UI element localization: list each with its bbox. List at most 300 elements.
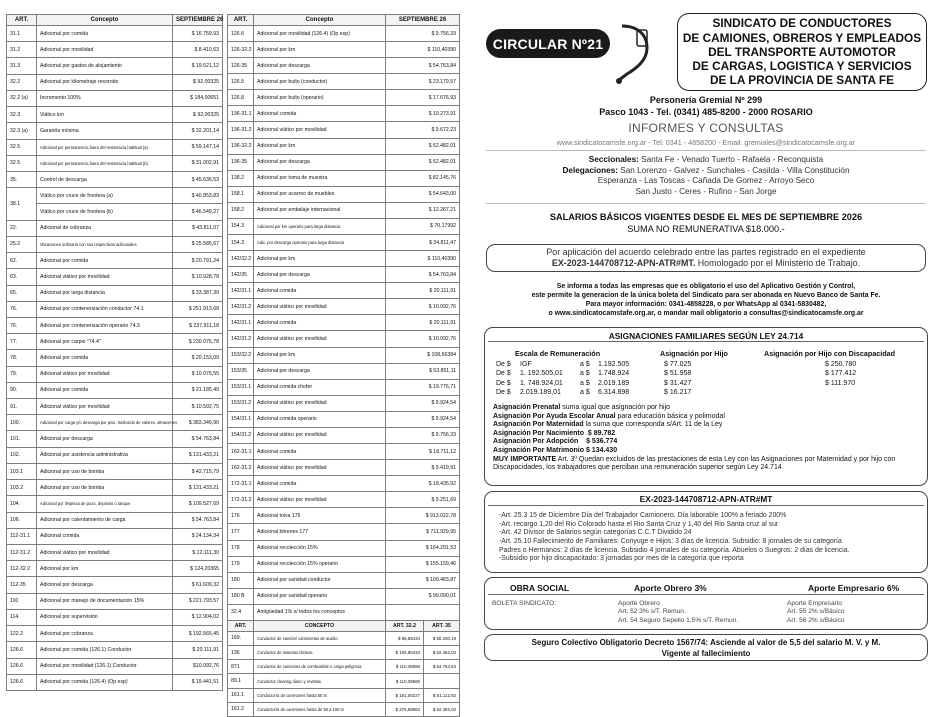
art-cell: 161.1 — [228, 688, 254, 702]
table-row — [228, 604, 460, 620]
art-cell: 112-31.2 — [7, 545, 37, 561]
art-cell: 32.5 — [7, 139, 37, 155]
art-cell: 100. — [7, 415, 37, 431]
value-cell: $ 42.715,79 — [173, 463, 223, 479]
concept-cell: Adicional viático por movilidad — [254, 122, 386, 138]
concept-cell: Adicional por supervisión — [37, 609, 173, 625]
art-cell: 112-35 — [7, 577, 37, 593]
col-header-art: ART. — [7, 15, 37, 26]
value-cell: $ 10.076,55 — [173, 366, 223, 382]
delegaciones-label: Delegaciones: — [562, 165, 618, 175]
value-cell: $ 110,40390 — [386, 251, 460, 267]
col-header-art: ART. — [228, 15, 254, 26]
value-cell: $ 50.200,19 — [424, 631, 460, 645]
art-cell: 126-35 — [228, 58, 254, 74]
art-cell: 102. — [7, 447, 37, 463]
concept-cell: Adicional por kilometraje recorrido — [37, 74, 173, 90]
table-row — [228, 154, 460, 170]
art-cell: 153/31.2 — [228, 395, 254, 411]
concept-cell: Adicional por descarga — [254, 363, 386, 379]
art-cell: 142/31.2 — [228, 299, 254, 315]
informes-heading: INFORMES Y CONSULTAS — [628, 121, 784, 135]
art-cell: 126.6 — [7, 642, 37, 658]
table-row — [228, 427, 460, 443]
table-row — [228, 460, 460, 476]
family-scale-cell: $ 51.958 — [664, 370, 692, 378]
info-line: este permite la generacion de la única boleta del Sindicato para ser abonada en Nuevo Banco de Santa Fe. — [531, 292, 881, 299]
table-row — [7, 42, 223, 58]
family-item: Asignación Por Adopción $ 536.774 — [493, 438, 618, 446]
value-cell: $ 52.482,02 — [424, 646, 460, 660]
table-row — [7, 285, 223, 301]
value-cell: $ 192.565,45 — [173, 626, 223, 642]
art-cell: 104. — [7, 496, 37, 512]
art-cell: 32.4 — [228, 604, 254, 620]
table-row — [228, 42, 460, 58]
value-cell: $ 164.291,53 — [386, 540, 460, 556]
value-cell: $ 711.929,95 — [386, 524, 460, 540]
value-cell: $ 16.759,93 — [173, 26, 223, 42]
seguro-line: Seguro Colectivo Obligatorio Decreto 1567/74: Asciende al valor de 5,5 del salario M. V. y M. — [531, 638, 881, 647]
concept-cell: Conductor clearing diario y revistas — [254, 674, 386, 688]
family-scale-cell: De $ — [496, 361, 511, 368]
union-line: DE CAMIONES, OBREROS Y EMPLEADOS — [682, 30, 922, 45]
table-row — [228, 379, 460, 395]
col-header-concepto: Concepto — [37, 15, 173, 26]
table-row — [7, 545, 223, 561]
subheader-cell: ART. 32.2 — [386, 620, 424, 631]
salary-table-left — [6, 14, 223, 691]
value-cell: $ 108,56384 — [386, 347, 460, 363]
table-row — [228, 674, 460, 688]
concept-cell: Adicional viático por movilidad — [37, 399, 173, 415]
value-cell: $ 20.111,91 — [386, 315, 460, 331]
concept-cell: Adicional por descarga — [254, 58, 386, 74]
value-cell: $ 10.092,76 — [386, 331, 460, 347]
family-scale-cell: $ 16.217 — [664, 388, 692, 396]
family-scale-cell: $ 250.780 — [825, 361, 857, 368]
art-cell: 32.2 (a) — [7, 90, 37, 106]
art-cell: 89.1 — [228, 674, 254, 688]
table-row — [228, 315, 460, 331]
table-row — [7, 366, 223, 382]
concept-cell: Adicional por gastos de alojamiento — [37, 58, 173, 74]
art-cell: 142/31.2 — [228, 331, 254, 347]
value-cell: $ 131.433,21 — [173, 447, 223, 463]
concept-cell: Adicional por sanidad conductor — [254, 572, 386, 588]
family-scale-cell: 1. 192.505,01 — [520, 370, 563, 378]
divider — [488, 505, 924, 506]
concept-cell: Adicional por movilidad — [37, 42, 173, 58]
aporte-empresario-details: Aporte Empresario Art. 55 2% s/Básico Art. 56 2% s/Básico — [787, 600, 845, 624]
value-cell: $ 9.251,69 — [386, 492, 460, 508]
art-cell: 136-32.2 — [228, 138, 254, 154]
value-cell: $ 184,00651 — [173, 90, 223, 106]
value-cell — [386, 604, 460, 620]
table-row — [228, 218, 460, 234]
family-scale-cell: 1. 748.924,01 — [520, 379, 563, 387]
table-row — [228, 476, 460, 492]
table-row — [228, 106, 460, 122]
value-cell: $ 9.924,54 — [386, 411, 460, 427]
value-cell: $ 52.482,01 — [386, 138, 460, 154]
family-item: Asignación Por Ayuda Escolar Anual para educación básica y polimodal — [493, 412, 725, 420]
family-scale-cell: $ 77.025 — [664, 361, 692, 368]
concept-cell: Adicional de cobranza — [37, 220, 173, 236]
divider — [488, 341, 924, 342]
value-cell: $ 20.111,91 — [386, 283, 460, 299]
union-line: DE CARGAS, LOGISTICA Y SERVICIOS — [692, 59, 912, 74]
art-cell: 179 — [228, 556, 254, 572]
art-cell: 126.5 — [228, 74, 254, 90]
value-cell: $ 54.763,84 — [424, 660, 460, 674]
value-cell: $ 52.482,02 — [424, 702, 460, 716]
table-row — [7, 447, 223, 463]
table-row — [228, 556, 460, 572]
table-row — [7, 512, 223, 528]
table-row — [7, 74, 223, 90]
table-row — [228, 702, 460, 716]
value-cell: $ 92,00325 — [173, 74, 223, 90]
info-block — [486, 282, 926, 318]
value-cell: $ 54.763,84 — [386, 267, 460, 283]
value-cell — [424, 674, 460, 688]
concept-cell: Adicional comida operario — [254, 411, 386, 427]
table-row — [228, 267, 460, 283]
col-header-discapacidad: Asignación por Hijo con Discapacidad — [764, 349, 895, 358]
art-cell: 176 — [228, 508, 254, 524]
art-cell: 101. — [7, 431, 37, 447]
art-cell: 142/31.1 — [228, 315, 254, 331]
concept-cell: Adicional por asistencia administrativa — [37, 447, 173, 463]
table-row — [7, 577, 223, 593]
art-cell: 169. — [228, 631, 254, 645]
art-cell: 78. — [7, 350, 37, 366]
divider — [486, 203, 926, 204]
family-scale-cell: IGF — [520, 361, 532, 368]
agreement-line: Por aplicación del acuerdo celebrado entre las partes registrado en el expediente — [546, 247, 866, 257]
concept-cell: Adicional por comida — [37, 350, 173, 366]
table-row — [228, 688, 460, 702]
art-cell: 31.3 — [7, 58, 37, 74]
family-scale-cell: $ 177.412 — [825, 370, 857, 378]
table-row — [228, 524, 460, 540]
col-header-escala: Escala de Remuneración — [515, 349, 601, 358]
art-cell: 122.2 — [7, 626, 37, 642]
table-row — [228, 572, 460, 588]
table-row — [228, 122, 460, 138]
value-cell: $ 17.676,93 — [386, 90, 460, 106]
concept-cell: Adicional por descarga — [254, 154, 386, 170]
concept-cell: Adicional por toma de muestra — [254, 170, 386, 186]
concept-cell: Adicional viático por movilidad — [37, 269, 173, 285]
art-cell: 136-31.2 — [228, 122, 254, 138]
concept-cell: Adicional comida — [254, 283, 386, 299]
concept-cell: Adicional por limpieza de pozo, depósito o tanque — [37, 496, 173, 512]
art-cell: 142/32.2 — [228, 251, 254, 267]
art-cell: 79. — [7, 366, 37, 382]
value-cell: $ 110,39585 — [386, 674, 424, 688]
art-cell: 103.2 — [7, 480, 37, 496]
value-cell: $ 53.851,11 — [386, 363, 460, 379]
value-cell: $ 110,40390 — [386, 42, 460, 58]
family-scale-cell: $ 31.427 — [664, 379, 692, 387]
value-cell: $ 237.911,18 — [173, 317, 223, 333]
seccionales-list: Santa Fe - Venado Tuerto - Rafaela - Reconquista — [641, 155, 824, 164]
family-item: Asignación Por Nacimiento $ 89.782 — [493, 429, 616, 437]
value-cell: $ 230.075,78 — [173, 334, 223, 350]
concept-cell: Adicional viático por movilidad — [254, 427, 386, 443]
union-name-box — [677, 13, 927, 91]
table-row — [228, 235, 460, 251]
value-cell: $ 18.711,12 — [386, 444, 460, 460]
concept-cell: Adicional comida — [254, 315, 386, 331]
table-row — [7, 188, 223, 204]
concept-cell: Adicional por carga y/o descarga por piso, trasbordo de valores, almacenes — [37, 415, 173, 431]
table-row — [7, 139, 223, 155]
concept-cell: Adicional por acarreo de muebles — [254, 186, 386, 202]
concept-cell: Adicional por uso de bomba — [37, 480, 173, 496]
value-cell: $ 19.441,51 — [173, 674, 223, 690]
art-cell: 154.3 — [228, 235, 254, 251]
art-cell: 871 — [228, 660, 254, 674]
concept-cell: Adicional tolva 176 — [254, 508, 386, 524]
concept-cell: Adicional viático por movilidad — [37, 366, 173, 382]
art-cell: 154/31.1 — [228, 411, 254, 427]
concept-cell: Adicional por sanidad operario — [254, 588, 386, 604]
table-row — [7, 496, 223, 512]
concept-cell: Adicional por permanencia fuera del resistencia habitual (a) — [37, 139, 173, 155]
table-row — [7, 253, 223, 269]
table-row — [228, 540, 460, 556]
concept-cell: Adicional viático por movilidad — [254, 492, 386, 508]
table-row — [228, 363, 460, 379]
art-cell: 126.6 — [7, 658, 37, 674]
value-cell: $ 19.521,12 — [173, 58, 223, 74]
concept-cell: Adicional recolección 15% operario — [254, 556, 386, 572]
col-header-concepto: Concepto — [254, 15, 386, 26]
value-cell: $ 24.134,34 — [173, 528, 223, 544]
family-scale-cell: 1.748.924 — [598, 370, 630, 378]
art-cell: 35. — [7, 171, 37, 187]
concept-cell: Adicional por comida (126.1) Conductor — [37, 642, 173, 658]
value-cell: $ 31.002,91 — [173, 155, 223, 171]
art-cell: 161.2 — [228, 702, 254, 716]
table-row — [228, 170, 460, 186]
subheader-cell: CONCEPTO — [254, 620, 386, 631]
value-cell: $ 109.527,69 — [173, 496, 223, 512]
value-cell: $ 221.793,57 — [173, 593, 223, 609]
concept-cell: Adicional viático por movilidad — [254, 460, 386, 476]
subheader-row — [228, 620, 460, 631]
family-item: Asignación Por Matrimonio $ 134.430 — [493, 446, 618, 454]
concept-cell: Adicional comida — [37, 528, 173, 544]
value-cell: $ 21.185,49 — [173, 382, 223, 398]
value-cell: $ 54.763,84 — [173, 431, 223, 447]
art-cell: 91. — [7, 399, 37, 415]
table-row — [228, 186, 460, 202]
art-cell: 180 B — [228, 588, 254, 604]
concept-cell: Conductor de materias lácteas — [254, 646, 386, 660]
concept-cell: Conductor de camiones de combustible o carga peligrosa — [254, 660, 386, 674]
value-cell: $ 51.112,92 — [424, 688, 460, 702]
art-cell: 90. — [7, 382, 37, 398]
concept-cell: Adicional comida — [254, 444, 386, 460]
concept-cell: Adicional por comida (126.4) (Op esp) — [37, 674, 173, 690]
table-row — [228, 90, 460, 106]
concept-cell: Adicional comida chofer — [254, 379, 386, 395]
art-cell: 136 — [228, 646, 254, 660]
value-cell: $ 9.672,23 — [386, 122, 460, 138]
value-cell: $ 52.482,01 — [386, 154, 460, 170]
family-scale-cell: $ 111.970 — [825, 379, 856, 387]
concept-cell: Adic. por descarga operario para larga distancia — [254, 235, 386, 251]
family-scale-cell: De $ — [496, 370, 511, 378]
concept-cell: Adicional viático por movilidad — [254, 331, 386, 347]
family-scale-cell: a $ — [580, 379, 590, 387]
value-cell: $ 19.776,71 — [386, 379, 460, 395]
art-cell: 65. — [7, 285, 37, 301]
divider — [486, 150, 926, 151]
value-cell: $ 33.387,39 — [173, 285, 223, 301]
value-cell: $ 109.483,87 — [386, 572, 460, 588]
table-row — [7, 350, 223, 366]
seccionales-label: Seccionales: — [588, 155, 639, 164]
table-row — [7, 415, 223, 431]
concept-cell: Adicional por larga distancia — [37, 285, 173, 301]
ex-line: -Art. 25.3 15 de Diciembre Día del Trabajador Camionero. Día laborable 100% a feriado 200% — [499, 512, 787, 519]
art-cell: 172-31.2 — [228, 492, 254, 508]
value-cell: $ 23.179,57 — [386, 74, 460, 90]
ex-line: -Art. 42 Divisor de Salarios según categorías C.C.T Dividido 24 — [499, 529, 692, 537]
concept-cell: Adicional por uso de bomba — [37, 463, 173, 479]
table-row — [7, 301, 223, 317]
art-cell: 114. — [7, 609, 37, 625]
value-cell: $ 20.111,91 — [173, 642, 223, 658]
family-scale-cell: 1.192.505 — [598, 361, 630, 368]
art-cell: 153/35 — [228, 363, 254, 379]
delegaciones-list: San Justo - Ceres - Rufino - San Jorge — [635, 186, 777, 196]
art-cell: 142/31.1 — [228, 283, 254, 299]
concept-cell: Viático por cruce de frontera (b) — [37, 204, 173, 220]
concept-cell: Adicional bitrenes 177 — [254, 524, 386, 540]
table-row — [228, 202, 460, 218]
art-cell: 136-31.1 — [228, 106, 254, 122]
value-cell: $ 70,17992 — [386, 218, 460, 234]
value-cell: $ 61.609,32 — [173, 577, 223, 593]
value-cell: $ 161,00227 — [386, 688, 424, 702]
table-row — [7, 58, 223, 74]
value-cell: $ 99.090,01 — [386, 588, 460, 604]
art-cell: 158.2 — [228, 202, 254, 218]
art-cell: 31.1 — [7, 26, 37, 42]
concept-cell: Adicional por km — [254, 347, 386, 363]
table-row — [228, 58, 460, 74]
ex-line: Padres o Hermanos: 2 días de licencia. Subsidio 4 jornales de su categoría. Abuelos o Suegros: 2 días de licencia. — [499, 546, 850, 554]
concept-cell: Adicional por comida — [37, 253, 173, 269]
branches-block — [486, 155, 926, 197]
value-cell: $ 34.811,47 — [386, 235, 460, 251]
concept-cell: Antigüedad 1% s/ todos los conceptos — [254, 604, 386, 620]
table-row — [7, 171, 223, 187]
ex-list — [499, 512, 923, 564]
table-row — [228, 395, 460, 411]
art-cell: 138.2 — [228, 170, 254, 186]
subheader-cell: ART. — [228, 620, 254, 631]
concept-cell: Conductor/a de carretones hasta 50 tn — [254, 688, 386, 702]
boleta-label: BOLETA SINDICATO: — [492, 600, 557, 607]
table-row — [7, 658, 223, 674]
concept-cell: Adicional por km operario para larga distancia — [254, 218, 386, 234]
value-cell: $ 383.346,90 — [173, 415, 223, 431]
personeria-gremial: Personería Gremial Nº 299 — [649, 95, 763, 105]
expediente-number: EX-2023-144708712-APN-ATR#MT. — [551, 258, 696, 269]
value-cell: $ 105,80434 — [386, 646, 424, 660]
union-line: DE LA PROVINCIA DE SANTA FE — [710, 73, 894, 88]
concept-cell: Adicional por descarga — [37, 431, 173, 447]
concept-cell: Adicional por contenerización operario 74.3 — [37, 317, 173, 333]
table-row — [7, 123, 223, 139]
value-cell: $ 45.636,53 — [173, 171, 223, 187]
value-cell: $ 59.147,14 — [173, 139, 223, 155]
table-row — [7, 155, 223, 171]
value-cell: $ 54.763,84 — [173, 512, 223, 528]
info-line[interactable]: o www.sindicatocamstafe.org.ar, o mandar mail obligatorio a consultas@sindicatocamsfe.org.ar — [548, 310, 864, 317]
value-cell: $ 155.159,46 — [386, 556, 460, 572]
info-line: Para mayor información: 0341-4858228, o por WhatsApp al 0341-5830482, — [585, 301, 827, 308]
family-scale-cell: 2.019.189,01 — [520, 388, 561, 396]
concept-cell: Adicional por comida — [37, 382, 173, 398]
circular-badge: CIRCULAR Nº21 — [486, 29, 610, 58]
family-scale-cell: a $ — [580, 388, 590, 396]
art-cell: 136-35 — [228, 154, 254, 170]
salaries-subtitle: SUMA NO REMUNERATIVA $18.000.- — [627, 224, 785, 234]
table-row — [7, 204, 223, 220]
contact-line[interactable]: www.sindicatocamsfe.org.ar - Tel: 0341 - 4858200 - Email: gremiales@sindicatocamsfe.org.ar — [556, 138, 856, 147]
ex-line: -Subsidio por hijo discapacitado: 3 jornadas por mes de la categoría que reporta — [499, 555, 744, 563]
concept-cell: Viático por cruce de frontera (a) — [37, 188, 173, 204]
table-row — [7, 107, 223, 123]
art-cell: 126-32.2 — [228, 42, 254, 58]
concept-cell: Adicional por km — [254, 251, 386, 267]
value-cell: $ 32.201,14 — [173, 123, 223, 139]
table-row — [228, 74, 460, 90]
value-cell: $ 9.756,33 — [386, 427, 460, 443]
table-row — [7, 561, 223, 577]
art-cell: 172-31.1 — [228, 476, 254, 492]
table-row — [228, 660, 460, 674]
obra-social-heading: OBRA SOCIAL — [510, 583, 570, 593]
concept-cell: Adicional por bulto (operario) — [254, 90, 386, 106]
delegaciones-list: San Lorenzo - Galvez - Sunchales - Casilda - Villa Constitución — [620, 165, 850, 175]
value-cell: $ 25.585,67 — [173, 236, 223, 252]
ex-title: EX-2023-144708712-APN-ATR#MT — [639, 494, 773, 504]
agreement-box — [486, 244, 926, 272]
col-header-hijo: Asignación por Hijo — [660, 349, 728, 358]
table-row — [228, 299, 460, 315]
concept-cell: Adicional por manejo de documentación 15% — [37, 593, 173, 609]
family-scale-cell: De $ — [496, 388, 511, 396]
art-cell: 22. — [7, 220, 37, 236]
table-row — [228, 444, 460, 460]
art-cell: 154.3 — [228, 218, 254, 234]
value-cell: $ 82.145,76 — [386, 170, 460, 186]
union-line: DEL TRANSPORTE AUTOMOTOR — [708, 44, 896, 59]
concept-cell: Adicional por km — [254, 138, 386, 154]
art-cell: 32.3 — [7, 107, 37, 123]
art-cell: 180 — [228, 572, 254, 588]
concept-cell: Adicional por carpio "74.4" — [37, 334, 173, 350]
